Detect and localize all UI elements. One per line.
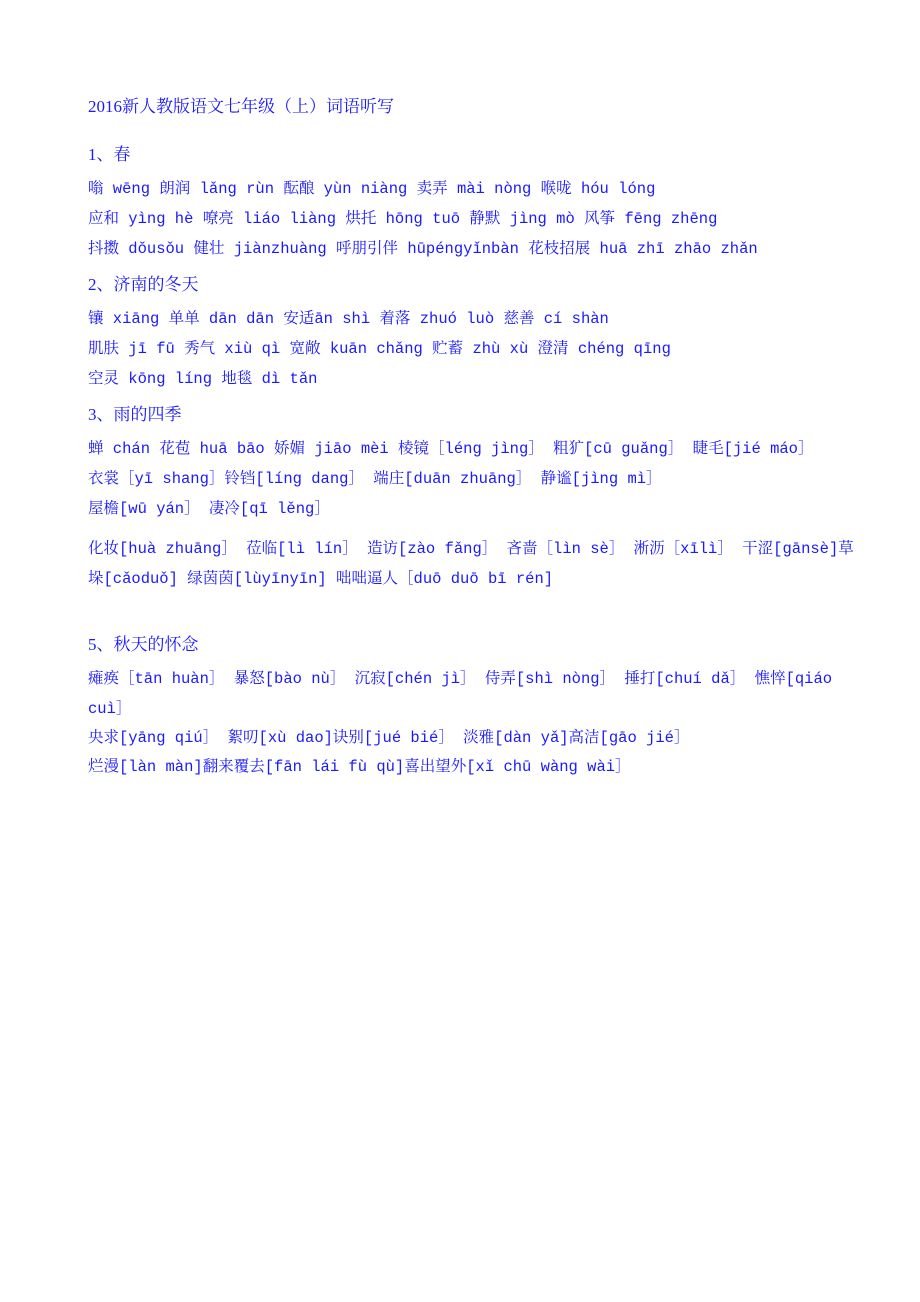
section-heading-5: 5、秋天的怀念 <box>88 635 199 654</box>
document-content <box>88 92 858 782</box>
section-1-line-2: 应和 yìng hè 嘹亮 liáo liàng 烘托 hōng tuō 静默 jìng mò 风筝 fēng zhēng <box>88 210 718 228</box>
section-5-line-2: 央求[yāng qiú］ 絮叨[xù dao]诀别[jué bié］ 淡雅[dàn yǎ]高洁[gāo jié］ <box>88 729 690 747</box>
section-2-line-3: 空灵 kōng líng 地毯 dì tǎn <box>88 370 318 388</box>
paragraph-spacer <box>88 524 858 534</box>
section-4-line-1: 化妆[huà zhuāng］ 莅临[lì lín］ 造访[zào fǎng］ 吝啬［lìn sè］ 淅沥［xīlì］ 干涩[gānsè]草垛[cǎoduǒ] 绿茵茵[lùyīnyīn] 咄咄逼人［duō duō bī rén] <box>88 540 854 588</box>
section-2-line-1: 镶 xiāng 单单 dān dān 安适ān shì 着落 zhuó luò 慈善 cí shàn <box>88 310 609 328</box>
section-heading-3: 3、雨的四季 <box>88 405 182 424</box>
section-5-line-3: 烂漫[làn màn]翻来覆去[fān lái fù qù]喜出望外[xǐ chū wàng wài］ <box>88 758 631 776</box>
section-3-line-2: 衣裳［yī shang］铃铛[líng dang］ 端庄[duān zhuāng］ 静谧[jìng mì］ <box>88 470 662 488</box>
section-1-line-3: 抖擞 dǒusǒu 健壮 jiànzhuàng 呼朋引伴 hūpéngyǐnbàn 花枝招展 huā zhī zhāo zhǎn <box>88 240 758 258</box>
section-3-line-1: 蝉 chán 花苞 huā bāo 娇媚 jiāo mèi 棱镜［léng jìng］ 粗犷[cū guǎng］ 睫毛[jié máo］ <box>88 440 814 458</box>
section-heading-1: 1、春 <box>88 145 131 164</box>
section-5-line-1: 瘫痪［tān huàn］ 暴怒[bào nù］ 沉寂[chén jì］ 侍弄[shì nòng］ 捶打[chuí dǎ］ 憔悴[qiáo cuì］ <box>88 670 833 718</box>
section-heading-2: 2、济南的冬天 <box>88 275 199 294</box>
page-title: 2016新人教版语文七年级（上）词语听写 <box>88 97 394 116</box>
section-2-line-2: 肌肤 jī fū 秀气 xiù qì 宽敞 kuān chǎng 贮蓄 zhù xù 澄清 chéng qīng <box>88 340 671 358</box>
section-1-line-1: 嗡 wēng 朗润 lǎng rùn 酝酿 yùn niàng 卖弄 mài nòng 喉咙 hóu lóng <box>88 180 656 198</box>
section-3-line-3: 屋檐[wū yán］ 凄冷[qī lěng］ <box>88 500 330 518</box>
section-spacer <box>88 594 858 624</box>
